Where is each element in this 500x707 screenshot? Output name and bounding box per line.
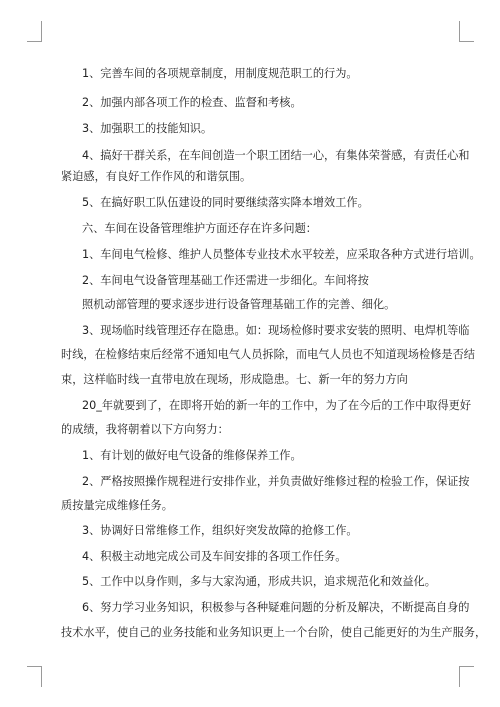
paragraph-line: 质按量完成维修任务。 bbox=[61, 499, 173, 512]
paragraph-line: 2、车间电气设备管理基础工作还需进一步细化。车间将按 bbox=[82, 274, 369, 287]
paragraph-line: 技术水平，使自己的业务技能和业务知识更上一个台阶，使自己能更好的为生产服务， bbox=[61, 626, 487, 639]
crop-mark-bottom-left bbox=[27, 666, 42, 687]
paragraph-line: 5、工作中以身作则，多与大家沟通，形成共识，追求规范化和效益化。 bbox=[82, 575, 436, 588]
paragraph-line: 20_年就要到了，在即将开始的新一年的工作中，为了在今后的工作中取得更好 bbox=[82, 399, 472, 412]
paragraph-line: 4、搞好干群关系，在车间创造一个职工团结一心，有集体荣誉感，有责任心和 bbox=[82, 149, 470, 162]
paragraph-line: 4、积极主动地完成公司及车间安排的各项工作任务。 bbox=[82, 550, 347, 563]
crop-mark-bottom-right bbox=[459, 666, 474, 687]
paragraph-line: 3、协调好日常维修工作，组织好突发故障的抢修工作。 bbox=[82, 524, 358, 537]
paragraph-line: 1、有计划的做好电气设备的维修保养工作。 bbox=[82, 449, 302, 462]
paragraph-line: 时线，在检修结束后经常不通知电气人员拆除，而电气人员也不知道现场检修是否结 bbox=[61, 348, 475, 361]
paragraph-line: 1、完善车间的各项规章制度，用制度规范职工的行为。 bbox=[82, 67, 358, 80]
paragraph-line: 紧迫感，有良好工作作风的和谐氛围。 bbox=[61, 170, 252, 183]
paragraph-line: 1、车间电气检修、维护人员整体专业技术水平较差，应采取各种方式进行培训。 bbox=[82, 248, 481, 261]
section-heading: 六、车间在设备管理维护方面还存在许多问题： bbox=[82, 222, 317, 235]
paragraph-line: 6、努力学习业务知识，积极参与各种疑难问题的分析及解决，不断提高自身的 bbox=[82, 601, 470, 614]
paragraph-line: 2、加强内部各项工作的检查、监督和考核。 bbox=[82, 96, 302, 109]
crop-mark-top-left bbox=[27, 21, 42, 42]
paragraph-line: 2、严格按照操作规程进行安排作业，并负责做好维修过程的检验工作，保证按 bbox=[82, 475, 470, 488]
paragraph-line: 照机动部管理的要求逐步进行设备管理基础工作的完善、细化。 bbox=[82, 298, 396, 311]
paragraph-line: 3、现场临时线管理还存在隐患。如：现场检修时要求安装的照明、电焊机等临 bbox=[82, 324, 470, 337]
paragraph-line: 5、在搞好职工队伍建设的同时要继续落实降本增效工作。 bbox=[82, 196, 369, 209]
paragraph-line: 3、加强职工的技能知识。 bbox=[82, 122, 213, 135]
paragraph-line: 的成绩，我将朝着以下方向努力： bbox=[61, 423, 229, 436]
crop-mark-top-right bbox=[459, 21, 474, 42]
paragraph-line: 束，这样临时线一直带电放在现场，形成隐患。七、新一年的努力方向 bbox=[61, 373, 408, 386]
